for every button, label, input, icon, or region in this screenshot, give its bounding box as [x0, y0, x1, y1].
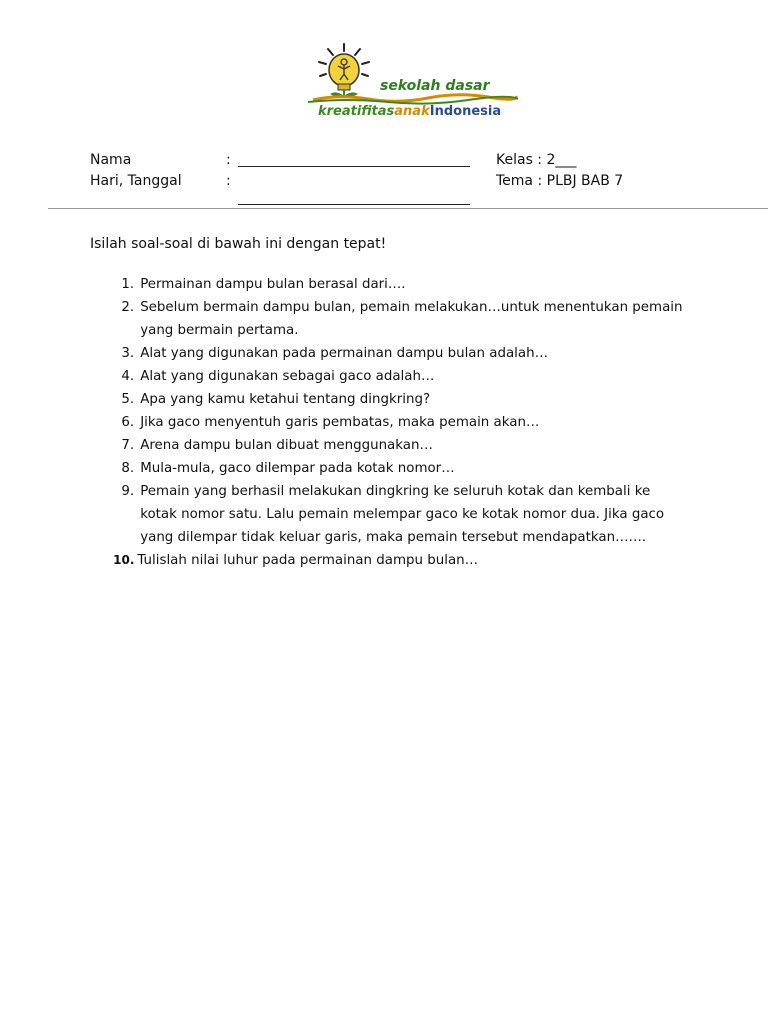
question-text: Jika gaco menyentuh garis pembatas, maka pemain akan… [140, 415, 540, 430]
question-text: Alat yang digunakan sebagai gaco adalah… [140, 369, 435, 384]
question-text: Mula-mula, gaco dilempar pada kotak nomor… [140, 461, 455, 476]
logo-name [318, 104, 501, 119]
school-logo [308, 40, 523, 130]
question-number: 5. [121, 392, 135, 407]
question-item [90, 273, 690, 296]
logo-word-anak: anak [394, 104, 430, 119]
kelas-field: Kelas : 2___ [496, 152, 577, 168]
header-divider [48, 208, 768, 209]
logo-tagline: sekolah dasar [380, 78, 490, 94]
question-text: Pemain yang berhasil melakukan dingkring ke seluruh kotak dan kembali ke [140, 484, 651, 499]
nama-label: Nama [90, 152, 132, 168]
question-text: Tulislah nilai luhur pada permainan dampu bulan… [137, 553, 479, 568]
question-number: 9. [121, 484, 135, 499]
question-text: kotak nomor satu. Lalu pemain melempar gaco ke kotak nomor dua. Jika gaco [140, 507, 665, 522]
question-number: 3. [121, 346, 135, 361]
question-text: Apa yang kamu ketahui tentang dingkring? [140, 392, 431, 407]
question-item [90, 411, 690, 434]
nama-colon: : [226, 152, 231, 168]
question-number: 8. [121, 461, 135, 476]
question-item [90, 365, 690, 388]
question-text: yang dilempar tidak keluar garis, maka pemain tersebut mendapatkan……. [140, 530, 647, 545]
nama-input-line[interactable] [238, 166, 470, 167]
question-item [90, 480, 690, 549]
hari-tanggal-colon: : [226, 173, 231, 189]
question-number: 2. [121, 300, 135, 315]
question-item [90, 457, 690, 480]
question-item [90, 388, 690, 411]
question-item [90, 549, 690, 572]
question-number: 10. [113, 553, 135, 567]
question-item [90, 296, 690, 342]
instruction-text: Isilah soal-soal di bawah ini dengan tepat! [90, 236, 387, 252]
question-text: Alat yang digunakan pada permainan dampu bulan adalah… [140, 346, 548, 361]
question-text: Arena dampu bulan dibuat menggunakan… [140, 438, 433, 453]
question-number: 4. [121, 369, 135, 384]
question-text: Sebelum bermain dampu bulan, pemain melakukan…untuk menentukan pemain [140, 300, 683, 315]
question-item [90, 434, 690, 457]
question-text: yang bermain pertama. [140, 323, 299, 338]
question-item [90, 342, 690, 365]
question-list [90, 273, 690, 572]
hari-tanggal-label: Hari, Tanggal [90, 173, 182, 189]
hari-tanggal-input-line[interactable] [238, 204, 470, 205]
question-number: 1. [121, 277, 135, 292]
tema-field: Tema : PLBJ BAB 7 [496, 173, 624, 189]
logo-word-kreatifitas: kreatifitas [318, 104, 395, 119]
question-number: 7. [121, 438, 135, 453]
question-text: Permainan dampu bulan berasal dari…. [140, 277, 406, 292]
logo-word-indonesia: Indonesia [429, 104, 502, 119]
question-number: 6. [121, 415, 135, 430]
